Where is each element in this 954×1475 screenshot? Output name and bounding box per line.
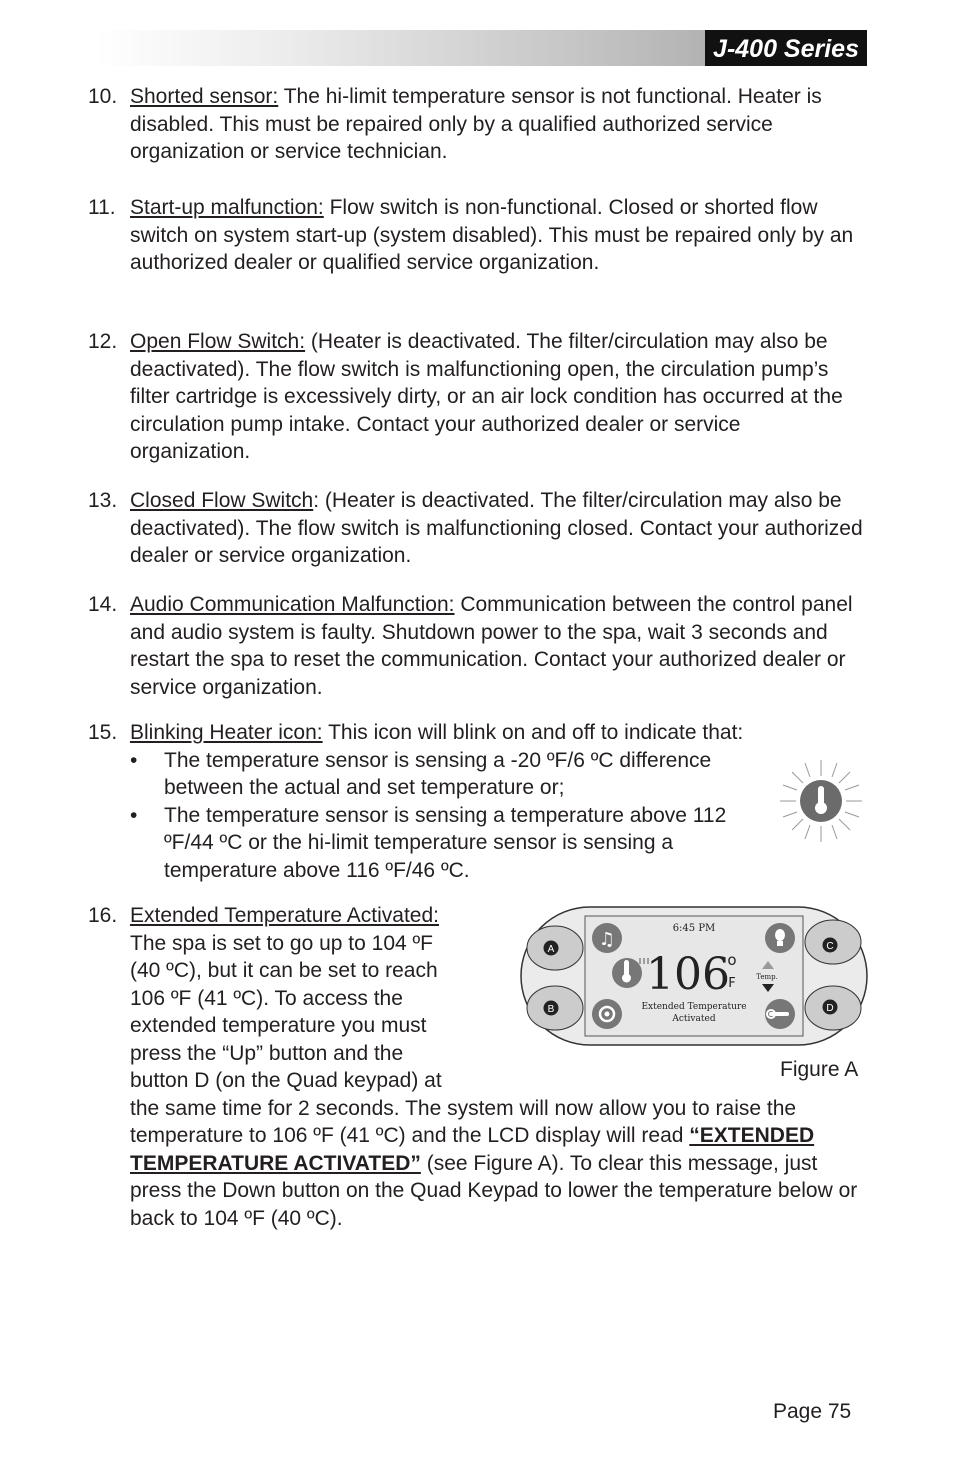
button-a-label: A: [547, 944, 555, 955]
item-body: [130, 194, 863, 277]
item-number: 14.: [88, 593, 118, 616]
item-text: Communication between the control panel and audio system is faulty. Shutdown power to the spa, wait 3 seconds and restart the spa to reset the communication. Contact your authorized dealer or service organization.: [130, 593, 853, 699]
item-body: [130, 487, 863, 570]
item-body: [130, 719, 863, 747]
music-icon: [592, 923, 622, 953]
keypad-button-c[interactable]: [805, 920, 861, 964]
item-title: Closed Flow Switch: [130, 489, 314, 512]
blinking-heater-icon: [778, 758, 864, 844]
list-item-12: [88, 328, 863, 466]
item-number: 11.: [88, 196, 116, 219]
item-number: 12.: [88, 330, 118, 353]
bullet-dot: •: [130, 748, 138, 772]
item-number: 15.: [88, 721, 118, 744]
page-number: Page 75: [773, 1400, 852, 1423]
list-item-10: [88, 83, 863, 166]
item-number: 13.: [88, 489, 118, 512]
bullet-text: The temperature sensor is sensing a -20 ºF/6 ºC difference between the actual and set temperature or;: [164, 748, 712, 799]
list-item-15: [88, 719, 863, 884]
settings-wrench-icon: [765, 999, 795, 1029]
lcd-status-line-1: Extended Temperature: [641, 1002, 747, 1012]
item-title: Audio Communication Malfunction:: [130, 593, 455, 616]
list-item-14: [88, 591, 863, 701]
lcd-temp-unit: F: [728, 976, 736, 991]
light-bulb-icon: [765, 923, 795, 953]
item-title: Blinking Heater icon:: [130, 721, 323, 744]
item-body: [130, 328, 863, 466]
thermometer-bulb-icon: [815, 802, 827, 814]
item-text: The spa is set to go up to 104 ºF (40 ºC), but it can be set to reach 106 ºF (41 ºC). To access the extended temperature you must press the “Up” button and the button D (on the Quad keypad) at the same time for 2 seconds. The system will now allow you to raise the temperature to 106 ºF (41 ºC) and the LCD display will read: [130, 931, 797, 1147]
list-item-13: [88, 487, 863, 570]
item-title: Extended Temperature Activated:: [130, 904, 439, 927]
keypad-button-d[interactable]: [805, 986, 861, 1030]
lcd-time: 6:45 PM: [672, 923, 716, 934]
bullet-list: [130, 747, 730, 885]
item-text: This icon will blink on and off to indicate that:: [322, 721, 744, 744]
list-item-11: [88, 194, 863, 277]
quad-keypad-figure: [520, 906, 868, 1046]
item-title-colon: :: [313, 489, 320, 512]
svg-text:♫: ♫: [598, 929, 616, 950]
header-bar: [95, 30, 867, 66]
bullet-text: The temperature sensor is sensing a temperature above 112 ºF/44 ºC or the hi-limit temperature sensor is sensing a temperature above 116 ºF/46 ºC.: [164, 803, 727, 882]
keypad-button-b[interactable]: [527, 986, 583, 1030]
item-number: 10.: [88, 85, 118, 108]
bullet-dot: •: [130, 803, 138, 827]
lcd-temp-value: 106: [646, 949, 730, 1000]
lcd-message-emphasis: “EXTENDED TEMPERATURE ACTIVATED”: [130, 1124, 815, 1175]
lcd-status-line-2: Activated: [672, 1014, 716, 1024]
button-b-label: B: [547, 1004, 555, 1015]
item-title: Start-up malfunction:: [130, 196, 324, 219]
button-d-label: D: [826, 1003, 834, 1014]
button-c-label: C: [826, 941, 834, 952]
item-text: (Heater is deactivated. The filter/circulation may also be deactivated). The flow switch is malfunctioning closed. Contact your authorized dealer or service organization.: [130, 489, 863, 567]
keypad-button-a[interactable]: [527, 926, 583, 970]
item-number: 16.: [88, 904, 118, 927]
lcd-degree-symbol: o: [727, 951, 737, 969]
item-text-after: (see Figure A). To clear this message, just press the Down button on the Quad Keypad to lower the temperature below or back to 104 ºF (40 ºC).: [130, 1151, 858, 1230]
item-title: Open Flow Switch:: [130, 330, 306, 353]
item-title: Shorted sensor:: [130, 85, 279, 108]
item-text: The hi-limit temperature sensor is not functional. Heater is disabled. This must be repaired only by a qualified authorized service organization or service technician.: [130, 85, 822, 163]
item-text: (Heater is deactivated. The filter/circulation may also be deactivated). The flow switch is malfunctioning open, the circulation pump’s filter cartridge is excessively dirty, or an air lock condition has occurred at the circulation pump intake. Contact your authorized dealer or service organization.: [130, 330, 843, 463]
item-text: Flow switch is non-functional. Closed or shorted flow switch on system start-up (system disabled). This must be repaired only by an authorized dealer or qualified service organization.: [130, 196, 854, 274]
item-body: [130, 83, 863, 166]
bullet-item: [130, 802, 730, 885]
lcd-temp-label: Temp.: [756, 973, 778, 981]
series-title: J-400 Series: [705, 30, 867, 66]
bullet-item: [130, 747, 730, 802]
figure-caption: Figure A: [780, 1058, 859, 1081]
jets-icon: [592, 999, 622, 1029]
item-body: [130, 591, 863, 701]
